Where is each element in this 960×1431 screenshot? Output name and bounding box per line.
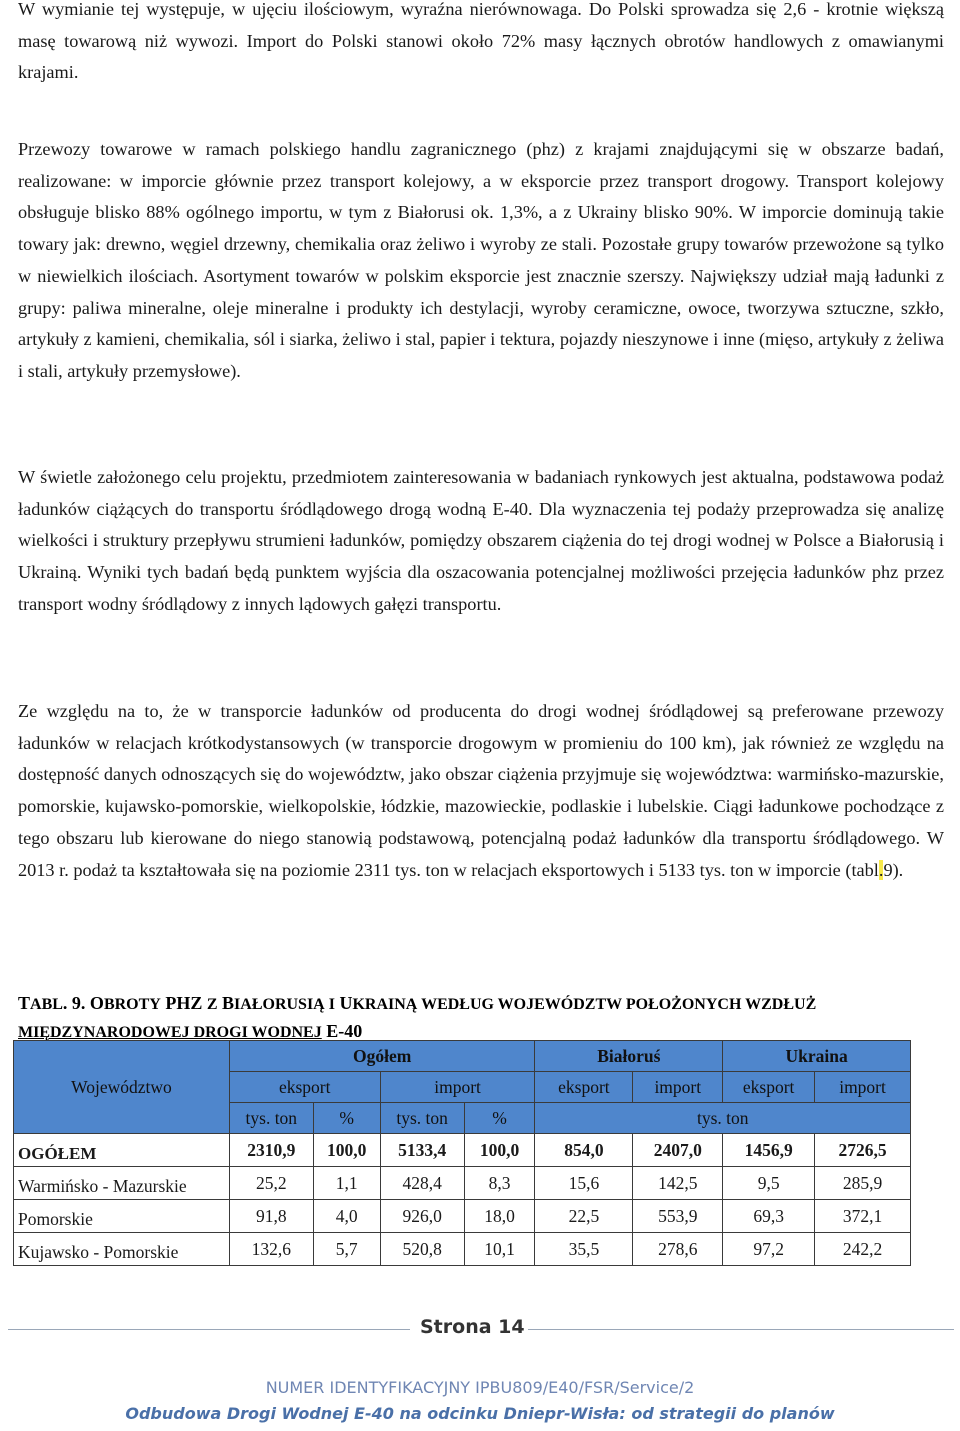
trade-table	[13, 1040, 911, 1266]
table-cell: 553,9	[633, 1200, 723, 1233]
header-group-ukraine: Ukraina	[723, 1041, 911, 1072]
table-cell: 97,2	[723, 1233, 815, 1266]
table-row	[14, 1134, 911, 1167]
region-name: Warmińsko - Mazurskie	[14, 1167, 230, 1200]
table-cell: 22,5	[535, 1200, 633, 1233]
caption-part: . 9. O	[62, 993, 104, 1013]
paragraph-text: Ze względu na to, że w transporcie ładunków od producenta do drogi wodnej śródlądowej są preferowane przewozy ładunków w relacjach krótkodystansowych (w transporcie drogowym w promieniu do 100 km), jak również ze względu na dostępność danych odnoszących się do województw, jako obszar ciążenia przyjmuje się województwa: warmińsko-mazurskie, pomorskie, kujawsko-pomorskie, wielkopolskie, łódzkie, mazowieckie, podlaskie i lubelskie. Ciągi ładunkowe pochodzące z tego obszaru lub kierowane do niego stanowią podstawową, potencjalną podaż ładunków dla transportu śródlądowego. W 2013 r. podaż ta kształtowała się na poziomie 2311 tys. ton w relacjach eksportowych i 5133 tys. ton w imporcie (tabl	[18, 701, 944, 880]
region-name: OGÓŁEM	[14, 1134, 230, 1167]
footer-id-line: NUMER IDENTYFIKACYJNY IPBU809/E40/FSR/Service/2	[265, 1378, 695, 1397]
region-name: Pomorskie	[14, 1200, 230, 1233]
table-cell: 18,0	[464, 1200, 535, 1233]
table-cell: 69,3	[723, 1200, 815, 1233]
header-sub: import	[633, 1072, 723, 1103]
table-cell: 35,5	[535, 1233, 633, 1266]
paragraph-freight-transport: Przewozy towarowe w ramach polskiego handlu zagranicznego (phz) z krajami znajdującymi się w obszarze badań, realizowane: w imporcie głównie przez transport kolejowy, a w eksporcie przez transport drogowy. Transport kolejowy obsługuje blisko 88% ogólnego importu, w tym z Białorusi ok. 1,3%, a z Ukrainy blisko 90%. W imporcie dominują takie towary jak: drewno, węgiel drzewny, chemikalia oraz żeliwo i wyroby ze stali. Pozostałe grupy towarów przewożone są tylko w niewielkich ilościach. Asortyment towarów w polskim eksporcie jest znacznie szerszy. Największy udział mają ładunki z grupy: paliwa mineralne, oleje mineralne i produkty ich destylacji, wyroby ceramiczne, owoce, tworzywa sztuczne, szkło, artykuły z kamieni, chemikalia, sól i siarka, żeliwo i stal, papier i tektura, pojazdy nieszynowe i inne (mięso, artykuły z żeliwa i stali, artykuły przemysłowe).	[18, 139, 944, 381]
paragraph-text-end: 9).	[883, 859, 904, 880]
table-cell: 926,0	[380, 1200, 464, 1233]
header-region: Województwo	[14, 1041, 230, 1134]
region-name: Kujawsko - Pomorskie	[14, 1233, 230, 1266]
header-unit: %	[464, 1103, 535, 1134]
header-sub: eksport	[229, 1072, 380, 1103]
header-unit: tys. ton	[535, 1103, 911, 1134]
page-number: Strona 14	[420, 1316, 525, 1338]
table-cell: 25,2	[229, 1167, 313, 1200]
table-cell: 100,0	[313, 1134, 380, 1167]
table-cell: 132,6	[229, 1233, 313, 1266]
footer-divider-left	[8, 1329, 410, 1330]
table-row	[14, 1167, 911, 1200]
caption-part: U	[334, 993, 353, 1013]
table-cell: 5133,4	[380, 1134, 464, 1167]
header-sub: import	[815, 1072, 911, 1103]
table-cell: 854,0	[535, 1134, 633, 1167]
caption-underlined: MIĘDZYNARODOWEJ DROGI WODNEJ	[18, 1024, 322, 1041]
footer-title-line: Odbudowa Drogi Wodnej E-40 na odcinku Dniepr-Wisła: od strategii do planów	[125, 1404, 835, 1423]
caption-part: IAŁORUSIĄ I	[234, 996, 335, 1013]
table-cell: 8,3	[464, 1167, 535, 1200]
table-cell: 2726,5	[815, 1134, 911, 1167]
header-unit: tys. ton	[380, 1103, 464, 1134]
caption-part: B	[217, 993, 235, 1013]
table-cell: 142,5	[633, 1167, 723, 1200]
table-cell: 9,5	[723, 1167, 815, 1200]
footer-divider-right	[528, 1329, 954, 1330]
table-cell: 10,1	[464, 1233, 535, 1266]
table-cell: 5,7	[313, 1233, 380, 1266]
table-cell: 15,6	[535, 1167, 633, 1200]
caption-part: KRAINĄ WEDŁUG WOJEWÓDZTW POŁOŻONYCH WZDŁUŻ	[352, 996, 817, 1013]
caption-part: E-40	[321, 1021, 363, 1041]
caption-part: Z	[206, 996, 218, 1013]
table-cell: 1,1	[313, 1167, 380, 1200]
caption-part: PHZ	[160, 993, 207, 1013]
header-group-belarus: Białoruś	[535, 1041, 723, 1072]
table-cell: 4,0	[313, 1200, 380, 1233]
paragraph-trade-imbalance: W wymianie tej występuje, w ujęciu ilościowym, wyraźna nierównowaga. Do Polski sprowadza się 2,6 - krotnie większą masę towarową niż wywozi. Import do Polski stanowi około 72% masy łącznych obrotów handlowych z omawianymi krajami.	[18, 0, 944, 83]
table-caption	[18, 990, 944, 1046]
table-row	[14, 1200, 911, 1233]
table-cell: 2310,9	[229, 1134, 313, 1167]
table-cell: 428,4	[380, 1167, 464, 1200]
table-cell: 91,8	[229, 1200, 313, 1233]
caption-part: BROTY	[103, 996, 161, 1013]
table-cell: 285,9	[815, 1167, 911, 1200]
header-sub: import	[380, 1072, 535, 1103]
table-cell: 278,6	[633, 1233, 723, 1266]
caption-part: ABL	[30, 996, 63, 1013]
table-row	[14, 1233, 911, 1266]
table-cell: 2407,0	[633, 1134, 723, 1167]
table-cell: 520,8	[380, 1233, 464, 1266]
table-cell: 372,1	[815, 1200, 911, 1233]
table-cell: 242,2	[815, 1233, 911, 1266]
highlight-mark: .	[878, 859, 884, 880]
header-unit: tys. ton	[229, 1103, 313, 1134]
header-unit: %	[313, 1103, 380, 1134]
header-sub: eksport	[723, 1072, 815, 1103]
table-cell: 100,0	[464, 1134, 535, 1167]
paragraph-catchment-area	[18, 696, 944, 886]
header-group-total: Ogółem	[229, 1041, 535, 1072]
paragraph-project-goal: W świetle założonego celu projektu, przedmiotem zainteresowania w badaniach rynkowych jest aktualna, podstawowa podaż ładunków ciążących do transportu śródlądowego drogą wodną E-40. Dla wyznaczenia tej podaży przeprowadza się analizę wielkości i struktury przepływu strumieni ładunków, pomiędzy obszarem ciążenia do tej drogi wodnej w Polsce a Białorusią i Ukrainą. Wyniki tych badań będą punktem wyjścia dla oszacowania potencjalnej możliwości przejęcia ładunków phz przez transport wodny śródlądowy z innych lądowych gałęzi transportu.	[18, 467, 944, 614]
caption-part: T	[18, 993, 31, 1013]
table-cell: 1456,9	[723, 1134, 815, 1167]
header-sub: eksport	[535, 1072, 633, 1103]
